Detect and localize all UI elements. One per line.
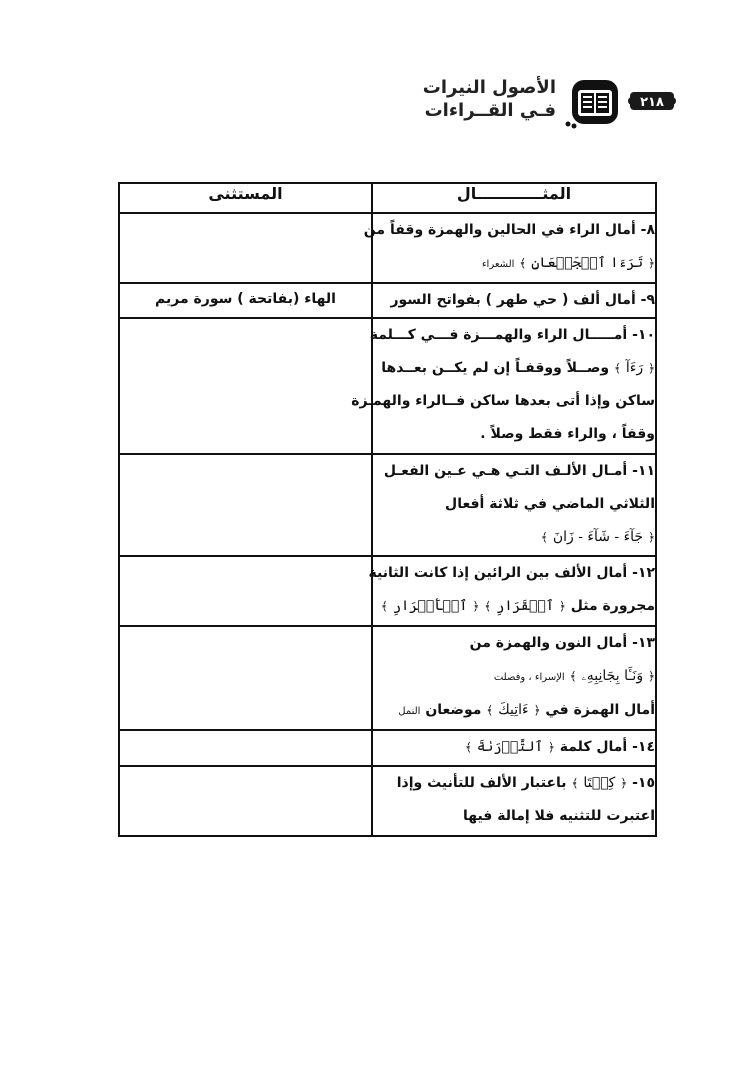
book-title — [422, 76, 556, 122]
example-text: ١٤- أمال كلمة — [559, 739, 655, 755]
example-line: ﴿ وَنَـَٔا بِجَانِبِهِۦ ﴾ الإسراء ، وفصلت — [493, 668, 655, 684]
table-row — [119, 213, 656, 283]
example-line: ١٠- أمـــــال الراء والهمـــزة فـــي كـــلمة — [369, 327, 655, 343]
example-line: ١٥- ﴿ كِلۡتَا ﴾ باعتبار الألف للتأنيث وإذا — [396, 775, 655, 791]
example-cell — [372, 626, 656, 730]
surah-name: الشعراء — [481, 259, 515, 270]
example-cell — [363, 213, 656, 283]
example-line: ﴿ جَآءَ - شَآءَ - زَانَ ﴾ — [540, 529, 655, 545]
column-header-exception: المستثنى — [119, 183, 372, 213]
example-line: مجرورة مثل ﴿ ٱلۡقَرَارِ ﴾ ﴿ ٱلۡأَبۡرَارِ ﴾ — [380, 598, 655, 614]
column-header-example: المثــــــــــــال — [372, 183, 656, 213]
quran-quote: ءَاتِيكَ — [498, 702, 529, 718]
table-row — [119, 730, 656, 766]
quran-quote: وَنَـَٔا بِجَانِبِهِۦ — [581, 668, 644, 684]
table-row — [119, 283, 656, 318]
page-number-emblem — [628, 86, 676, 116]
exception-cell — [119, 556, 372, 626]
table-row — [119, 766, 656, 836]
quran-quote: تَرَءَا ٱلۡجَمۡعَانِ — [531, 255, 644, 271]
quran-quote: ٱلتَّوۡرَىٰةَ — [476, 739, 543, 755]
example-text: ١٥- — [632, 775, 655, 791]
surah-name: الإسراء ، وفصلت — [493, 672, 565, 683]
exception-cell — [119, 454, 372, 556]
quran-quote: ٱلۡقَرَارِ — [496, 598, 554, 614]
example-cell — [372, 283, 656, 318]
example-cell — [372, 454, 656, 556]
example-cell — [372, 766, 656, 836]
exception-cell: الهاء (بفاتحة ) سورة مريم — [119, 283, 372, 318]
example-line: ١٢- أمال الألف بين الرائين إذا كانت الثانية — [368, 565, 655, 581]
page-header — [422, 74, 680, 134]
exception-cell — [119, 213, 372, 283]
table-row — [119, 454, 656, 556]
example-line: وقفاً ، والراء فقط وصلاً . — [480, 426, 655, 442]
example-line: الثلاثي الماضي في ثلاثة أفعال — [445, 496, 655, 512]
table-row — [119, 626, 656, 730]
exception-cell — [119, 318, 372, 454]
example-cell — [368, 556, 656, 626]
example-cell — [351, 318, 656, 454]
table-header-row — [119, 183, 656, 213]
book-logo-icon — [562, 76, 622, 132]
example-text: باعتبار الألف للتأنيث وإذا — [396, 775, 567, 791]
example-cell — [372, 730, 656, 766]
quran-quote: جَآءَ - شَآءَ - زَانَ — [552, 529, 644, 545]
quran-quote: رَءَآ — [625, 360, 644, 376]
book-title-line2: فـي القــراءات — [424, 100, 556, 121]
example-line: ساكن وإذا أتى بعدها ساكن فــالراء والهمـزة — [351, 393, 655, 409]
example-text: أمال الهمزة في — [545, 702, 655, 718]
example-line: اعتبرت للتثنيه فلا إمالة فيها — [462, 808, 655, 824]
example-line: ﴿ رَءَآ ﴾ وصــلاً ووقفـاً إن لم يكــن بعــدها — [381, 360, 655, 376]
example-text: موضعان — [425, 702, 482, 718]
example-line: ١٣- أمال النون والهمزة من — [469, 635, 655, 651]
example-line: أمال الهمزة في ﴿ ءَاتِيكَ ﴾ موضعان النمل — [398, 702, 655, 718]
surah-name: النمل — [398, 706, 421, 717]
example-text: مجرورة مثل — [570, 598, 655, 614]
example-line: ١١- أمـال الألـف التـي هـي عـين الفعـل — [383, 463, 655, 479]
quran-quote: ٱلۡأَبۡرَارِ — [392, 598, 468, 614]
imalah-table — [118, 182, 657, 837]
exception-cell — [119, 730, 372, 766]
table-row — [119, 318, 656, 454]
example-line: ٩- أمال ألف ( حي طهر ) بفواتح السور — [390, 292, 655, 308]
example-line: ١٤- أمال كلمة ﴿ ٱلتَّوۡرَىٰةَ ﴾ — [465, 739, 655, 755]
example-line: ﴿ تَرَءَا ٱلۡجَمۡعَانِ ﴾ الشعراء — [481, 255, 655, 271]
example-line: ٨- أمال الراء في الحالين والهمزة وقفاً من — [363, 222, 655, 238]
exception-cell — [119, 766, 372, 836]
table-row — [119, 556, 656, 626]
book-title-line1: الأصول النيرات — [422, 77, 556, 98]
example-text: وصــلاً ووقفـاً إن لم يكــن بعــدها — [381, 360, 610, 376]
quran-quote: كِلۡتَا — [583, 775, 616, 791]
page-number: ٢١٨ — [640, 95, 664, 110]
exception-cell — [119, 626, 372, 730]
